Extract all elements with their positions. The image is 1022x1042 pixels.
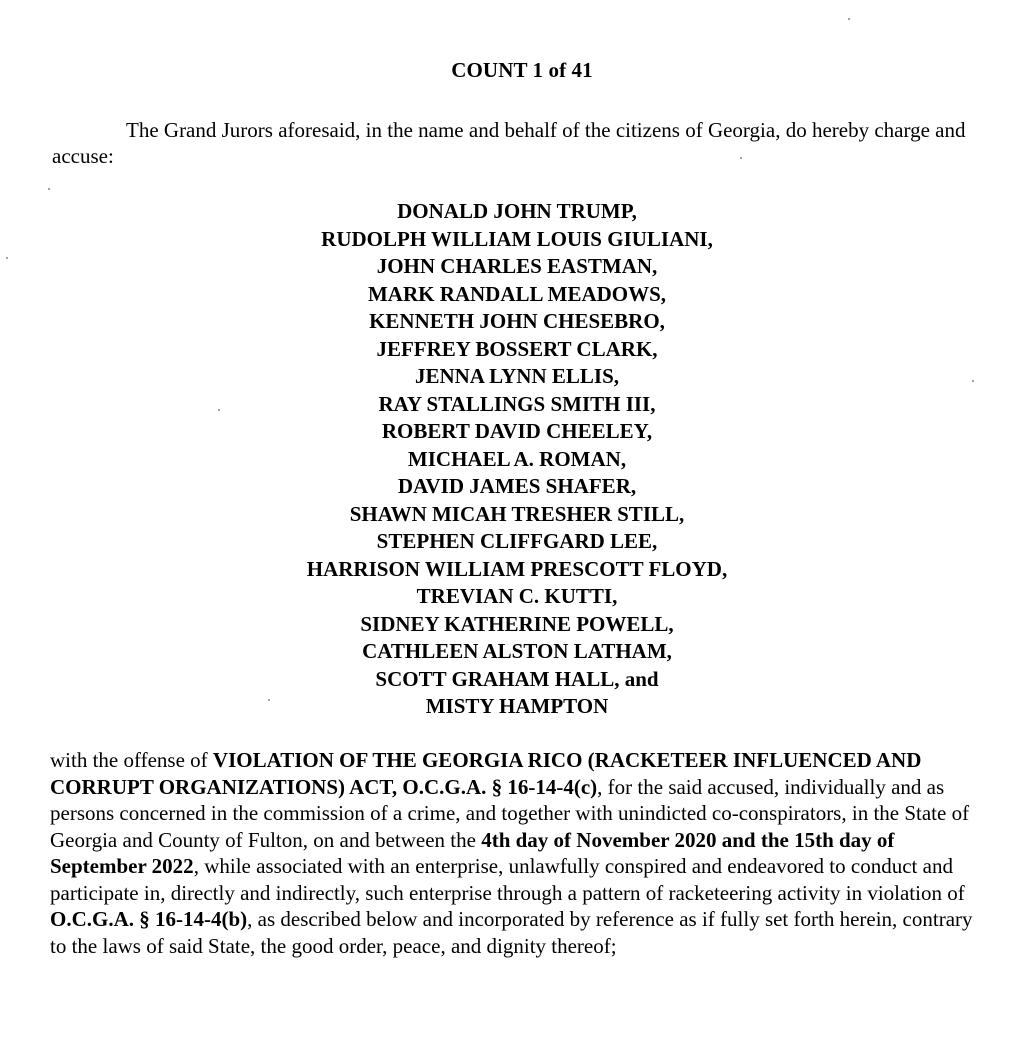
defendant-list <box>0 198 1022 721</box>
charge-text-body: , for the said accused, individually and as persons concerned in the commission of a crime, and together with unindicted co-conspirators, in the State of Georgia and County of Fulton, on and between the <box>50 774 970 852</box>
defendant-name: JENNA LYNN ELLIS, <box>414 364 620 388</box>
scan-speck <box>218 409 220 411</box>
defendant-name: DAVID JAMES SHAFER, <box>397 474 637 498</box>
scan-speck <box>268 699 270 701</box>
scan-speck <box>972 380 974 382</box>
scan-speck <box>848 18 850 20</box>
offense-name: VIOLATION OF THE GEORGIA RICO (RACKETEER INFLUENCED AND CORRUPT ORGANIZATIONS) ACT, O.C.G.A. § 16-14-4(c) <box>50 748 922 799</box>
defendant-name: KENNETH JOHN CHESEBRO, <box>369 309 665 333</box>
charge-text-closing: , as described below and incorporated by reference as if fully set forth herein, contrary to the laws of said State, the good order, peace, and dignity thereof; <box>50 907 973 958</box>
defendant-name: RAY STALLINGS SMITH III, <box>378 391 656 416</box>
defendant-name: SIDNEY KATHERINE POWELL, <box>360 611 674 636</box>
statute-citation: O.C.G.A. § 16-14-4(b) <box>50 907 248 931</box>
defendant-name: HARRISON WILLIAM PRESCOTT FLOYD, <box>306 556 728 581</box>
defendant-name: SCOTT GRAHAM HALL, and <box>375 666 659 691</box>
scan-speck <box>740 157 742 159</box>
date-range: 4th day of November 2020 and the 15th day of September 2022 <box>50 827 895 878</box>
defendant-name: JOHN CHARLES EASTMAN, <box>376 254 658 278</box>
defendant-name: MARK RANDALL MEADOWS, <box>367 281 667 306</box>
defendant-name: ROBERT DAVID CHEELEY, <box>381 419 653 443</box>
scan-speck <box>6 257 8 259</box>
defendant-name: STEPHEN CLIFFGARD LEE, <box>376 529 658 553</box>
defendant-name: RUDOLPH WILLIAM LOUIS GIULIANI, <box>321 226 713 251</box>
intro-paragraph: The Grand Jurors aforesaid, in the name and behalf of the citizens of Georgia, do hereby charge and accuse: <box>52 118 966 168</box>
scan-speck <box>48 188 50 190</box>
defendant-name: SHAWN MICAH TRESHER STILL, <box>349 501 685 526</box>
defendant-name: MICHAEL A. ROMAN, <box>407 446 627 471</box>
charge-paragraph <box>50 747 980 959</box>
charge-text-enterprise: , while associated with an enterprise, unlawfully conspired and endeavored to conduct and participate in, directly and indirectly, such enterprise through a pattern of racketeering activity in violation of <box>50 854 965 905</box>
count-heading: COUNT 1 of 41 <box>451 58 593 82</box>
defendant-name: CATHLEEN ALSTON LATHAM, <box>362 639 672 663</box>
defendant-name: MISTY HAMPTON <box>425 694 609 718</box>
defendant-name: DONALD JOHN TRUMP, <box>397 199 637 223</box>
charge-text-lead: with the offense of <box>50 748 213 772</box>
defendant-name: TREVIAN C. KUTTI, <box>416 584 618 608</box>
defendant-name: JEFFREY BOSSERT CLARK, <box>376 336 658 361</box>
